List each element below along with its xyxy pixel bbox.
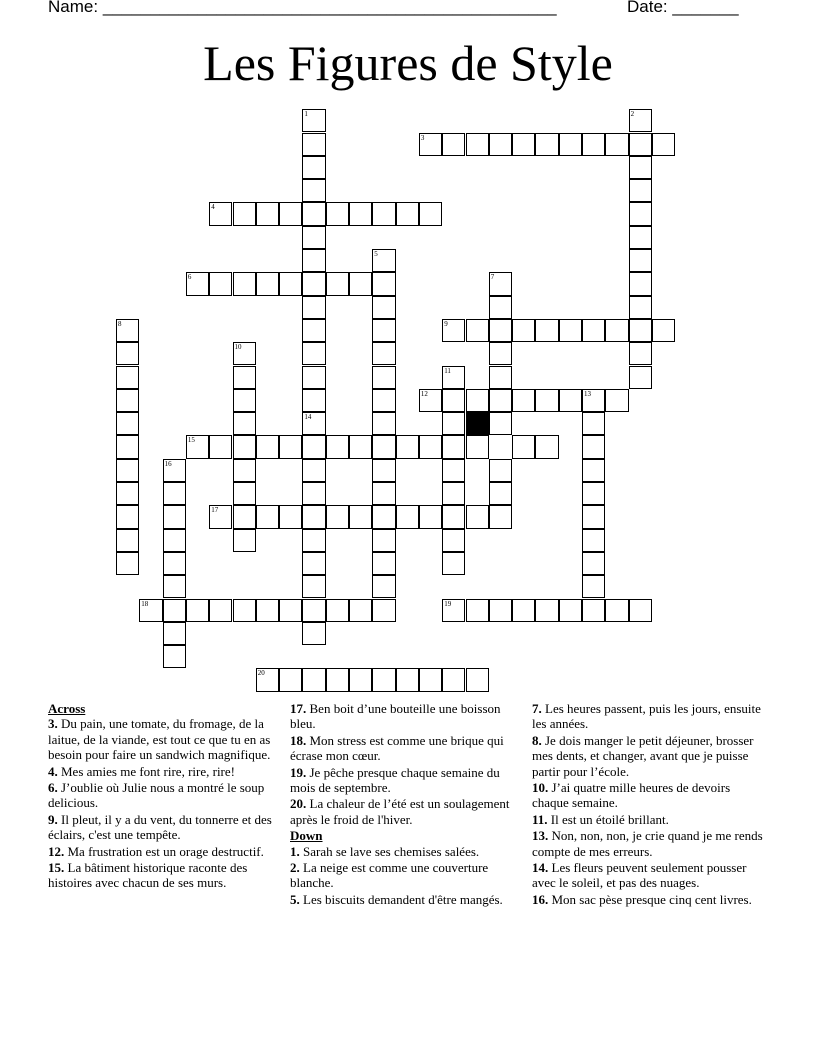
crossword-cell-6[interactable] bbox=[186, 272, 209, 295]
clues-column-1 bbox=[48, 701, 280, 892]
crossword-cell[interactable] bbox=[326, 668, 349, 691]
clue-number: 16 bbox=[164, 459, 172, 468]
crossword-cell-17[interactable] bbox=[209, 505, 232, 528]
crossword-cell[interactable] bbox=[279, 505, 302, 528]
crossword-cell[interactable] bbox=[559, 133, 582, 156]
crossword-cell[interactable] bbox=[256, 599, 279, 622]
crossword-cell[interactable] bbox=[302, 389, 325, 412]
clue-down-7: 7. Les heures passent, puis les jours, ensuite les années. bbox=[532, 701, 761, 732]
clue-number: 14 bbox=[304, 413, 312, 422]
crossword-cell[interactable] bbox=[605, 319, 628, 342]
crossword-cell[interactable] bbox=[396, 668, 419, 691]
crossword-cell[interactable] bbox=[302, 342, 325, 365]
crossword-cell[interactable] bbox=[302, 529, 325, 552]
clue-across-20: 20. La chaleur de l’été est un soulagement après le froid de l'hiver. bbox=[290, 796, 510, 827]
crossword-cell[interactable] bbox=[559, 599, 582, 622]
crossword-cell[interactable] bbox=[116, 552, 139, 575]
crossword-cell[interactable] bbox=[163, 599, 186, 622]
crossword-cell[interactable] bbox=[466, 668, 489, 691]
crossword-cell[interactable] bbox=[163, 645, 186, 668]
clue-number: 1 bbox=[304, 110, 308, 119]
crossword-cell[interactable] bbox=[512, 133, 535, 156]
crossword-cell[interactable] bbox=[396, 202, 419, 225]
crossword-cell-7[interactable] bbox=[489, 272, 512, 295]
crossword-cell[interactable] bbox=[302, 575, 325, 598]
crossword-cell-3[interactable] bbox=[419, 133, 442, 156]
crossword-cell[interactable] bbox=[629, 133, 652, 156]
clue-down-16: 16. Mon sac pèse presque cinq cent livres. bbox=[532, 891, 752, 907]
crossword-cell[interactable] bbox=[489, 599, 512, 622]
crossword-cell[interactable] bbox=[302, 202, 325, 225]
crossword-cell[interactable] bbox=[302, 482, 325, 505]
crossword-cell[interactable] bbox=[233, 389, 256, 412]
crossword-cell[interactable] bbox=[233, 529, 256, 552]
crossword-cell-15[interactable] bbox=[186, 435, 209, 458]
clue-across-17: 17. Ben boit d’une bouteille une boisson bleu. bbox=[290, 701, 501, 732]
crossword-cell[interactable] bbox=[302, 272, 325, 295]
crossword-cell[interactable] bbox=[442, 435, 465, 458]
crossword-cell[interactable] bbox=[302, 622, 325, 645]
crossword-cell[interactable] bbox=[116, 459, 139, 482]
across-heading: Across bbox=[48, 701, 86, 716]
crossword-cell[interactable] bbox=[489, 459, 512, 482]
crossword-cell[interactable] bbox=[582, 505, 605, 528]
clue-number: 5 bbox=[374, 250, 378, 258]
crossword-cell[interactable] bbox=[279, 202, 302, 225]
crossword-cell[interactable] bbox=[442, 529, 465, 552]
crossword-cell[interactable] bbox=[302, 668, 325, 691]
crossword-cell-8[interactable] bbox=[116, 319, 139, 342]
crossword-cell[interactable] bbox=[116, 482, 139, 505]
crossword-cell[interactable] bbox=[163, 529, 186, 552]
crossword-cell[interactable] bbox=[582, 599, 605, 622]
crossword-cell[interactable] bbox=[116, 366, 139, 389]
name-line[interactable]: ________________________________________________ bbox=[102, 0, 557, 16]
crossword-cell[interactable] bbox=[326, 505, 349, 528]
crossword-cell[interactable] bbox=[372, 319, 395, 342]
crossword-cell[interactable] bbox=[279, 599, 302, 622]
clue-across-9: 9. Il pleut, il y a du vent, du tonnerre et des éclairs, c'est une tempête. bbox=[48, 811, 272, 843]
crossword-cell[interactable] bbox=[466, 133, 489, 156]
clue-number: 20 bbox=[257, 669, 265, 678]
crossword-cell[interactable] bbox=[582, 319, 605, 342]
crossword-cell[interactable] bbox=[163, 575, 186, 598]
crossword-cell[interactable] bbox=[419, 505, 442, 528]
crossword-cell[interactable] bbox=[629, 249, 652, 272]
crossword-cell[interactable] bbox=[256, 202, 279, 225]
crossword-cell[interactable] bbox=[326, 599, 349, 622]
crossword-cell[interactable] bbox=[372, 296, 395, 319]
crossword-cell[interactable] bbox=[629, 296, 652, 319]
clue-number: 17 bbox=[211, 506, 219, 515]
crossword-cell[interactable] bbox=[372, 389, 395, 412]
crossword-cell[interactable] bbox=[489, 389, 512, 412]
crossword-cell[interactable] bbox=[233, 505, 256, 528]
crossword-cell[interactable] bbox=[559, 319, 582, 342]
clue-down-2: 2. La neige est comme une couverture blanche. bbox=[290, 860, 489, 891]
crossword-cell[interactable] bbox=[279, 435, 302, 458]
crossword-cell[interactable] bbox=[372, 668, 395, 691]
clues-column-2 bbox=[290, 701, 522, 908]
crossword-cell[interactable] bbox=[233, 202, 256, 225]
down-heading: Down bbox=[290, 828, 323, 844]
crossword-cell[interactable] bbox=[466, 435, 489, 458]
crossword-cell-5[interactable] bbox=[372, 249, 395, 272]
clue-across-3: 3. Du pain, une tomate, du fromage, de la laitue, de la viande, est tout ce que tu en as besoin pour faire un sandwich magnifique. bbox=[48, 716, 271, 763]
crossword-cell-1[interactable] bbox=[302, 109, 325, 132]
crossword-cell[interactable] bbox=[302, 435, 325, 458]
crossword-cell[interactable] bbox=[489, 505, 512, 528]
crossword-cell[interactable] bbox=[489, 412, 512, 435]
crossword-cell[interactable] bbox=[396, 435, 419, 458]
crossword-cell[interactable] bbox=[372, 482, 395, 505]
crossword-cell[interactable] bbox=[535, 435, 558, 458]
crossword-cell[interactable] bbox=[442, 459, 465, 482]
crossword-cell[interactable] bbox=[535, 389, 558, 412]
crossword-cell[interactable] bbox=[582, 482, 605, 505]
black-cell bbox=[466, 412, 489, 435]
crossword-cell[interactable] bbox=[163, 482, 186, 505]
crossword-cell[interactable] bbox=[279, 668, 302, 691]
crossword-cell[interactable] bbox=[512, 319, 535, 342]
crossword-cell[interactable] bbox=[256, 272, 279, 295]
crossword-cell[interactable] bbox=[372, 505, 395, 528]
crossword-cell[interactable] bbox=[302, 249, 325, 272]
crossword-cell[interactable] bbox=[582, 459, 605, 482]
crossword-cell[interactable] bbox=[302, 459, 325, 482]
crossword-cell[interactable] bbox=[163, 505, 186, 528]
crossword-cell[interactable] bbox=[116, 505, 139, 528]
clue-across-15: 15. La bâtiment historique raconte des histoires avec chacun de ses murs. bbox=[48, 860, 248, 891]
crossword-cell[interactable] bbox=[349, 505, 372, 528]
crossword-cell[interactable] bbox=[466, 319, 489, 342]
crossword-cell[interactable] bbox=[302, 319, 325, 342]
crossword-cell[interactable] bbox=[489, 319, 512, 342]
clue-down-8: 8. Je dois manger le petit déjeuner, brosser mes dents, et changer, avant que je puisse partir pour l’école. bbox=[532, 732, 754, 779]
clue-number: 11 bbox=[444, 366, 451, 375]
crossword-cell[interactable] bbox=[605, 389, 628, 412]
crossword-cell[interactable] bbox=[489, 342, 512, 365]
crossword-cell[interactable] bbox=[233, 435, 256, 458]
crossword-cell[interactable] bbox=[512, 389, 535, 412]
crossword-cell[interactable] bbox=[605, 599, 628, 622]
crossword-cell[interactable] bbox=[629, 319, 652, 342]
crossword-cell[interactable] bbox=[442, 133, 465, 156]
crossword-cell[interactable] bbox=[442, 389, 465, 412]
crossword-cell[interactable] bbox=[233, 412, 256, 435]
clue-across-18: 18. Mon stress est comme une brique qui écrase mon cœur. bbox=[290, 732, 504, 764]
crossword-cell[interactable] bbox=[302, 226, 325, 249]
clue-number: 19 bbox=[444, 599, 452, 608]
crossword-cell[interactable] bbox=[349, 202, 372, 225]
crossword-cell[interactable] bbox=[256, 505, 279, 528]
crossword-cell-14[interactable] bbox=[302, 412, 325, 435]
clue-number: 2 bbox=[630, 110, 635, 119]
clue-number: 12 bbox=[420, 389, 428, 398]
crossword-cell[interactable] bbox=[535, 133, 558, 156]
crossword-cell-19[interactable] bbox=[442, 599, 465, 622]
crossword-cell[interactable] bbox=[512, 599, 535, 622]
date-line[interactable]: _______ bbox=[672, 0, 739, 16]
crossword-cell[interactable] bbox=[512, 435, 535, 458]
crossword-cell[interactable] bbox=[233, 459, 256, 482]
crossword-cell[interactable] bbox=[163, 622, 186, 645]
crossword-cell[interactable] bbox=[326, 272, 349, 295]
crossword-cell[interactable] bbox=[489, 482, 512, 505]
crossword-cell[interactable] bbox=[372, 272, 395, 295]
crossword-cell[interactable] bbox=[209, 272, 232, 295]
crossword-cell[interactable] bbox=[582, 133, 605, 156]
name-label: Name: bbox=[48, 0, 99, 16]
clue-down-1: 1. Sarah se lave ses chemises salées. bbox=[290, 843, 480, 859]
crossword-cell[interactable] bbox=[419, 202, 442, 225]
crossword-cell[interactable] bbox=[629, 156, 652, 179]
clue-number: 18 bbox=[141, 599, 149, 608]
clue-number: 10 bbox=[234, 343, 242, 352]
crossword-cell[interactable] bbox=[372, 435, 395, 458]
clue-down-11: 11. Il est un étoilé brillant. bbox=[532, 811, 669, 827]
crossword-cell[interactable] bbox=[372, 366, 395, 389]
crossword-cell[interactable] bbox=[116, 342, 139, 365]
crossword-cell[interactable] bbox=[326, 202, 349, 225]
crossword-cell-9[interactable] bbox=[442, 319, 465, 342]
crossword-cell-13[interactable] bbox=[582, 389, 605, 412]
crossword-cell[interactable] bbox=[372, 575, 395, 598]
page-title: Les Figures de Style bbox=[203, 35, 613, 91]
crossword-cell[interactable] bbox=[326, 435, 349, 458]
clue-down-5: 5. Les biscuits demandent d'être mangés. bbox=[290, 891, 503, 907]
crossword-cell[interactable] bbox=[302, 366, 325, 389]
crossword-cell[interactable] bbox=[629, 272, 652, 295]
crossword-cell[interactable] bbox=[582, 575, 605, 598]
crossword-cell[interactable] bbox=[652, 319, 675, 342]
crossword-cell[interactable] bbox=[372, 412, 395, 435]
clue-down-13: 13. Non, non, non, je crie quand je me rends compte de mes erreurs. bbox=[532, 828, 763, 859]
crossword-cell[interactable] bbox=[302, 296, 325, 319]
crossword-cell[interactable] bbox=[629, 599, 652, 622]
crossword-cell[interactable] bbox=[279, 272, 302, 295]
crossword-cell[interactable] bbox=[466, 599, 489, 622]
crossword-cell-18[interactable] bbox=[139, 599, 162, 622]
crossword-cell[interactable] bbox=[372, 342, 395, 365]
crossword-cell[interactable] bbox=[442, 505, 465, 528]
clue-across-12: 12. Ma frustration est un orage destructif. bbox=[48, 843, 264, 859]
crossword-cell[interactable] bbox=[442, 482, 465, 505]
crossword-cell[interactable] bbox=[629, 342, 652, 365]
crossword-cell[interactable] bbox=[629, 226, 652, 249]
crossword-cell-20[interactable] bbox=[256, 668, 279, 691]
clue-number: 6 bbox=[187, 273, 192, 282]
crossword-cell[interactable] bbox=[582, 412, 605, 435]
clue-across-6: 6. J’oublie où Julie nous a montré le soup delicious. bbox=[48, 780, 265, 811]
crossword-cell[interactable] bbox=[535, 599, 558, 622]
crossword-cell-11[interactable] bbox=[442, 366, 465, 389]
crossword-cell-10[interactable] bbox=[233, 342, 256, 365]
crossword-cell[interactable] bbox=[209, 599, 232, 622]
crossword-cell[interactable] bbox=[302, 133, 325, 156]
crossword-cell[interactable] bbox=[116, 412, 139, 435]
crossword-cell[interactable] bbox=[629, 366, 652, 389]
crossword-cell[interactable] bbox=[163, 552, 186, 575]
crossword-cell[interactable] bbox=[629, 202, 652, 225]
clue-number: 15 bbox=[187, 436, 195, 445]
crossword-cell[interactable] bbox=[302, 179, 325, 202]
crossword-cell[interactable] bbox=[442, 668, 465, 691]
crossword-cell[interactable] bbox=[372, 599, 395, 622]
crossword-cell[interactable] bbox=[652, 133, 675, 156]
crossword-cell[interactable] bbox=[233, 272, 256, 295]
clues-column-3 bbox=[532, 701, 764, 908]
clue-down-14: 14. Les fleurs peuvent seulement pousser avec le soleil, et pas des nuages. bbox=[532, 860, 747, 891]
crossword-cell[interactable] bbox=[349, 272, 372, 295]
clue-number: 7 bbox=[490, 273, 495, 282]
crossword-cell[interactable] bbox=[372, 202, 395, 225]
clue-down-10: 10. J’ai quatre mille heures de devoirs chaque semaine. bbox=[532, 780, 731, 811]
crossword-cell[interactable] bbox=[605, 133, 628, 156]
clue-across-19: 19. Je pêche presque chaque semaine du mois de septembre. bbox=[290, 764, 500, 796]
crossword-cell[interactable] bbox=[466, 505, 489, 528]
crossword-cell[interactable] bbox=[233, 482, 256, 505]
crossword-cell-16[interactable] bbox=[163, 459, 186, 482]
crossword-cell[interactable] bbox=[349, 599, 372, 622]
crossword-cell[interactable] bbox=[302, 552, 325, 575]
crossword-cell[interactable] bbox=[489, 133, 512, 156]
crossword-cell[interactable] bbox=[582, 435, 605, 458]
crossword-cell[interactable] bbox=[209, 435, 232, 458]
clue-across-4: 4. Mes amies me font rire, rire, rire! bbox=[48, 763, 235, 779]
clue-number: 4 bbox=[211, 203, 215, 212]
crossword-cell[interactable] bbox=[233, 366, 256, 389]
crossword-cell[interactable] bbox=[489, 366, 512, 389]
crossword-cell[interactable] bbox=[349, 668, 372, 691]
crossword-cell[interactable] bbox=[466, 389, 489, 412]
crossword-cell[interactable] bbox=[629, 179, 652, 202]
crossword-cell[interactable] bbox=[349, 435, 372, 458]
clue-number: 3 bbox=[420, 133, 425, 142]
crossword-cell[interactable] bbox=[372, 459, 395, 482]
crossword-cell[interactable] bbox=[116, 389, 139, 412]
crossword-cell[interactable] bbox=[302, 505, 325, 528]
crossword-cell[interactable] bbox=[419, 668, 442, 691]
clue-number: 13 bbox=[584, 389, 591, 398]
crossword-cell[interactable] bbox=[186, 599, 209, 622]
crossword-cell[interactable] bbox=[116, 435, 139, 458]
crossword-cell[interactable] bbox=[489, 296, 512, 319]
crossword-cell[interactable] bbox=[442, 552, 465, 575]
crossword-cell[interactable] bbox=[419, 435, 442, 458]
crossword-cell[interactable] bbox=[559, 389, 582, 412]
crossword-cell[interactable] bbox=[372, 529, 395, 552]
crossword-cell[interactable] bbox=[582, 552, 605, 575]
clue-number: 8 bbox=[118, 319, 122, 328]
crossword-cell[interactable] bbox=[233, 599, 256, 622]
crossword-cell[interactable] bbox=[302, 599, 325, 622]
crossword-cell[interactable] bbox=[442, 412, 465, 435]
crossword-cell[interactable] bbox=[535, 319, 558, 342]
crossword-cell-2[interactable] bbox=[629, 109, 652, 132]
crossword-cell[interactable] bbox=[302, 156, 325, 179]
crossword-cell[interactable] bbox=[256, 435, 279, 458]
crossword-cell[interactable] bbox=[116, 529, 139, 552]
crossword-cell[interactable] bbox=[582, 529, 605, 552]
crossword-cell[interactable] bbox=[396, 505, 419, 528]
clue-number: 9 bbox=[444, 319, 448, 328]
crossword-cell-4[interactable] bbox=[209, 202, 232, 225]
date-label: Date: bbox=[627, 0, 668, 16]
crossword-cell-12[interactable] bbox=[419, 389, 442, 412]
crossword-cell[interactable] bbox=[372, 552, 395, 575]
